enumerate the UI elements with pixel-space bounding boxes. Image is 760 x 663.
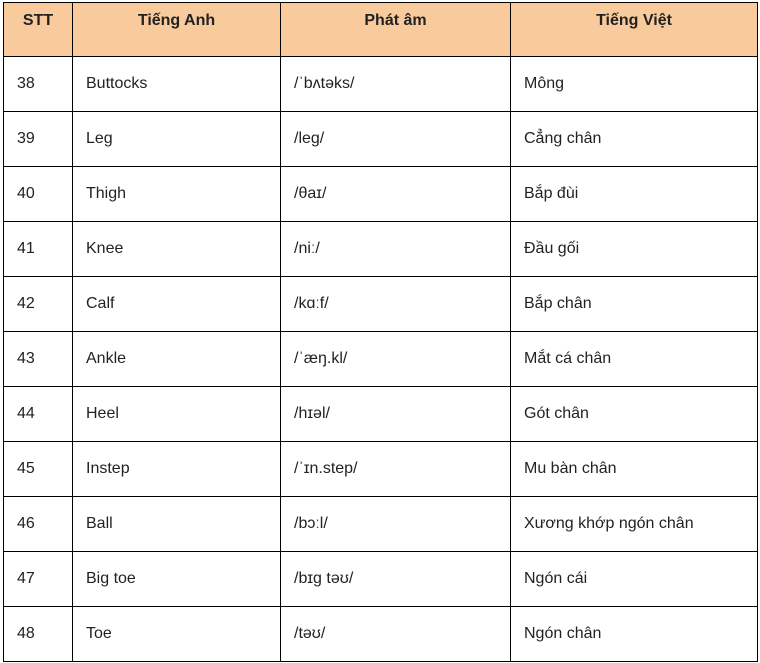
cell-english: Instep — [73, 442, 281, 497]
table-row — [4, 167, 758, 222]
cell-stt: 42 — [4, 277, 73, 332]
cell-vietnamese: Gót chân — [511, 387, 758, 442]
cell-pronunciation: /ˈɪn.step/ — [281, 442, 511, 497]
cell-pronunciation: /ˈbʌtəks/ — [281, 57, 511, 112]
cell-pronunciation: /niː/ — [281, 222, 511, 277]
cell-vietnamese: Mông — [511, 57, 758, 112]
cell-english: Buttocks — [73, 57, 281, 112]
cell-pronunciation: /təʊ/ — [281, 607, 511, 662]
table-row — [4, 332, 758, 387]
cell-stt: 40 — [4, 167, 73, 222]
cell-stt: 38 — [4, 57, 73, 112]
cell-stt: 39 — [4, 112, 73, 167]
table-row — [4, 387, 758, 442]
cell-stt: 47 — [4, 552, 73, 607]
cell-pronunciation: /kɑːf/ — [281, 277, 511, 332]
cell-english: Big toe — [73, 552, 281, 607]
cell-english: Leg — [73, 112, 281, 167]
cell-pronunciation: /ˈæŋ.kl/ — [281, 332, 511, 387]
cell-stt: 44 — [4, 387, 73, 442]
cell-vietnamese: Ngón chân — [511, 607, 758, 662]
cell-vietnamese: Mu bàn chân — [511, 442, 758, 497]
cell-vietnamese: Xương khớp ngón chân — [511, 497, 758, 552]
cell-english: Ankle — [73, 332, 281, 387]
table-header-row — [4, 3, 758, 57]
cell-pronunciation: /hɪəl/ — [281, 387, 511, 442]
vocabulary-table — [3, 2, 758, 662]
cell-pronunciation: /bɪg təʊ/ — [281, 552, 511, 607]
cell-vietnamese: Ngón cái — [511, 552, 758, 607]
cell-vietnamese: Mắt cá chân — [511, 332, 758, 387]
table-row — [4, 57, 758, 112]
cell-stt: 45 — [4, 442, 73, 497]
cell-stt: 48 — [4, 607, 73, 662]
cell-pronunciation: /bɔːl/ — [281, 497, 511, 552]
cell-vietnamese: Bắp chân — [511, 277, 758, 332]
cell-stt: 46 — [4, 497, 73, 552]
cell-english: Knee — [73, 222, 281, 277]
table-row — [4, 222, 758, 277]
table-row — [4, 607, 758, 662]
table-row — [4, 497, 758, 552]
table-row — [4, 112, 758, 167]
cell-stt: 41 — [4, 222, 73, 277]
cell-stt: 43 — [4, 332, 73, 387]
cell-vietnamese: Bắp đùi — [511, 167, 758, 222]
cell-pronunciation: /leg/ — [281, 112, 511, 167]
header-vietnamese: Tiếng Việt — [511, 3, 758, 57]
table-row — [4, 442, 758, 497]
header-english: Tiếng Anh — [73, 3, 281, 57]
table-row — [4, 277, 758, 332]
header-pronunciation: Phát âm — [281, 3, 511, 57]
table-row — [4, 552, 758, 607]
cell-vietnamese: Cẳng chân — [511, 112, 758, 167]
cell-english: Thigh — [73, 167, 281, 222]
cell-english: Toe — [73, 607, 281, 662]
cell-vietnamese: Đầu gối — [511, 222, 758, 277]
header-stt: STT — [4, 3, 73, 57]
cell-pronunciation: /θaɪ/ — [281, 167, 511, 222]
cell-english: Heel — [73, 387, 281, 442]
cell-english: Ball — [73, 497, 281, 552]
cell-english: Calf — [73, 277, 281, 332]
